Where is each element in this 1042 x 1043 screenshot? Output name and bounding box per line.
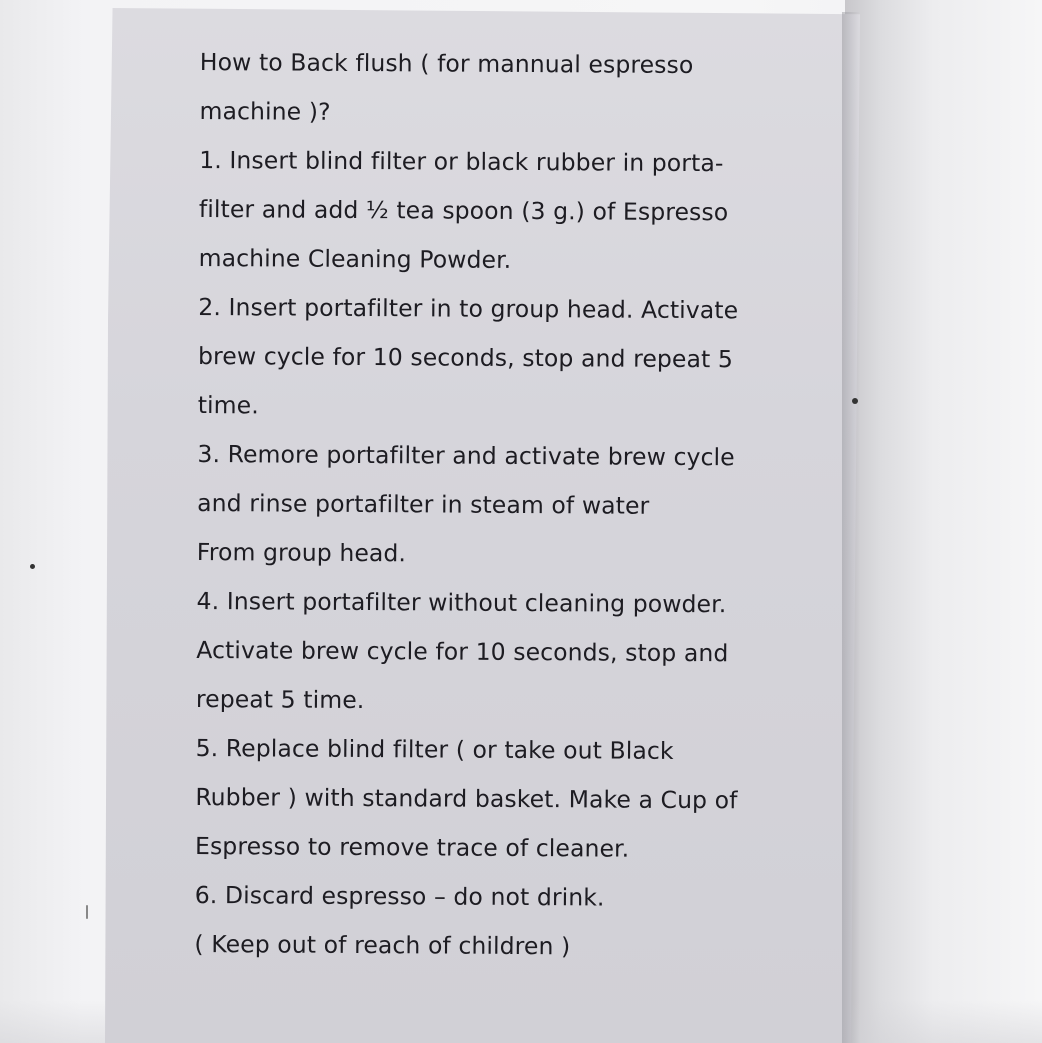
step-6-line-1: 6. Discard espresso – do not drink. xyxy=(194,880,605,912)
step-5-line-1: 5. Replace blind filter ( or take out Black xyxy=(195,733,674,765)
step-4-line-1: 4. Insert portafilter without cleaning powder. xyxy=(196,586,727,619)
paper-edge-shadow xyxy=(842,12,860,1043)
step-2-line-1: 2. Insert portafilter in to group head. Activate xyxy=(198,292,739,325)
ink-speck xyxy=(30,564,35,569)
step-5-line-2: Rubber ) with standard basket. Make a Cup of xyxy=(195,782,738,815)
step-3-line-2: and rinse portafilter in steam of water xyxy=(197,488,650,520)
step-3-line-3: From group head. xyxy=(196,537,407,568)
step-1-line-3: machine Cleaning Powder. xyxy=(198,243,512,274)
title-line-1: How to Back flush ( for mannual espresso xyxy=(199,47,694,80)
title-line-2: machine )? xyxy=(199,96,331,126)
step-2-line-3: time. xyxy=(197,390,259,420)
ink-speck xyxy=(86,905,88,919)
step-2-line-2: brew cycle for 10 seconds, stop and repeat 5 xyxy=(197,341,734,374)
background-shadow xyxy=(845,0,1042,1043)
step-5-line-3: Espresso to remove trace of cleaner. xyxy=(194,831,630,863)
ink-speck xyxy=(852,398,858,404)
step-4-line-2: Activate brew cycle for 10 seconds, stop and xyxy=(196,635,729,668)
instructions-text xyxy=(194,38,780,982)
step-3-line-1: 3. Remore portafilter and activate brew cycle xyxy=(197,439,735,472)
step-4-line-3: repeat 5 time. xyxy=(195,684,365,715)
step-1-line-1: 1. Insert blind filter or black rubber in porta- xyxy=(199,145,724,178)
step-1-line-2: filter and add ½ tea spoon (3 g.) of Espresso xyxy=(198,194,729,227)
footer-note: ( Keep out of reach of children ) xyxy=(194,929,571,961)
